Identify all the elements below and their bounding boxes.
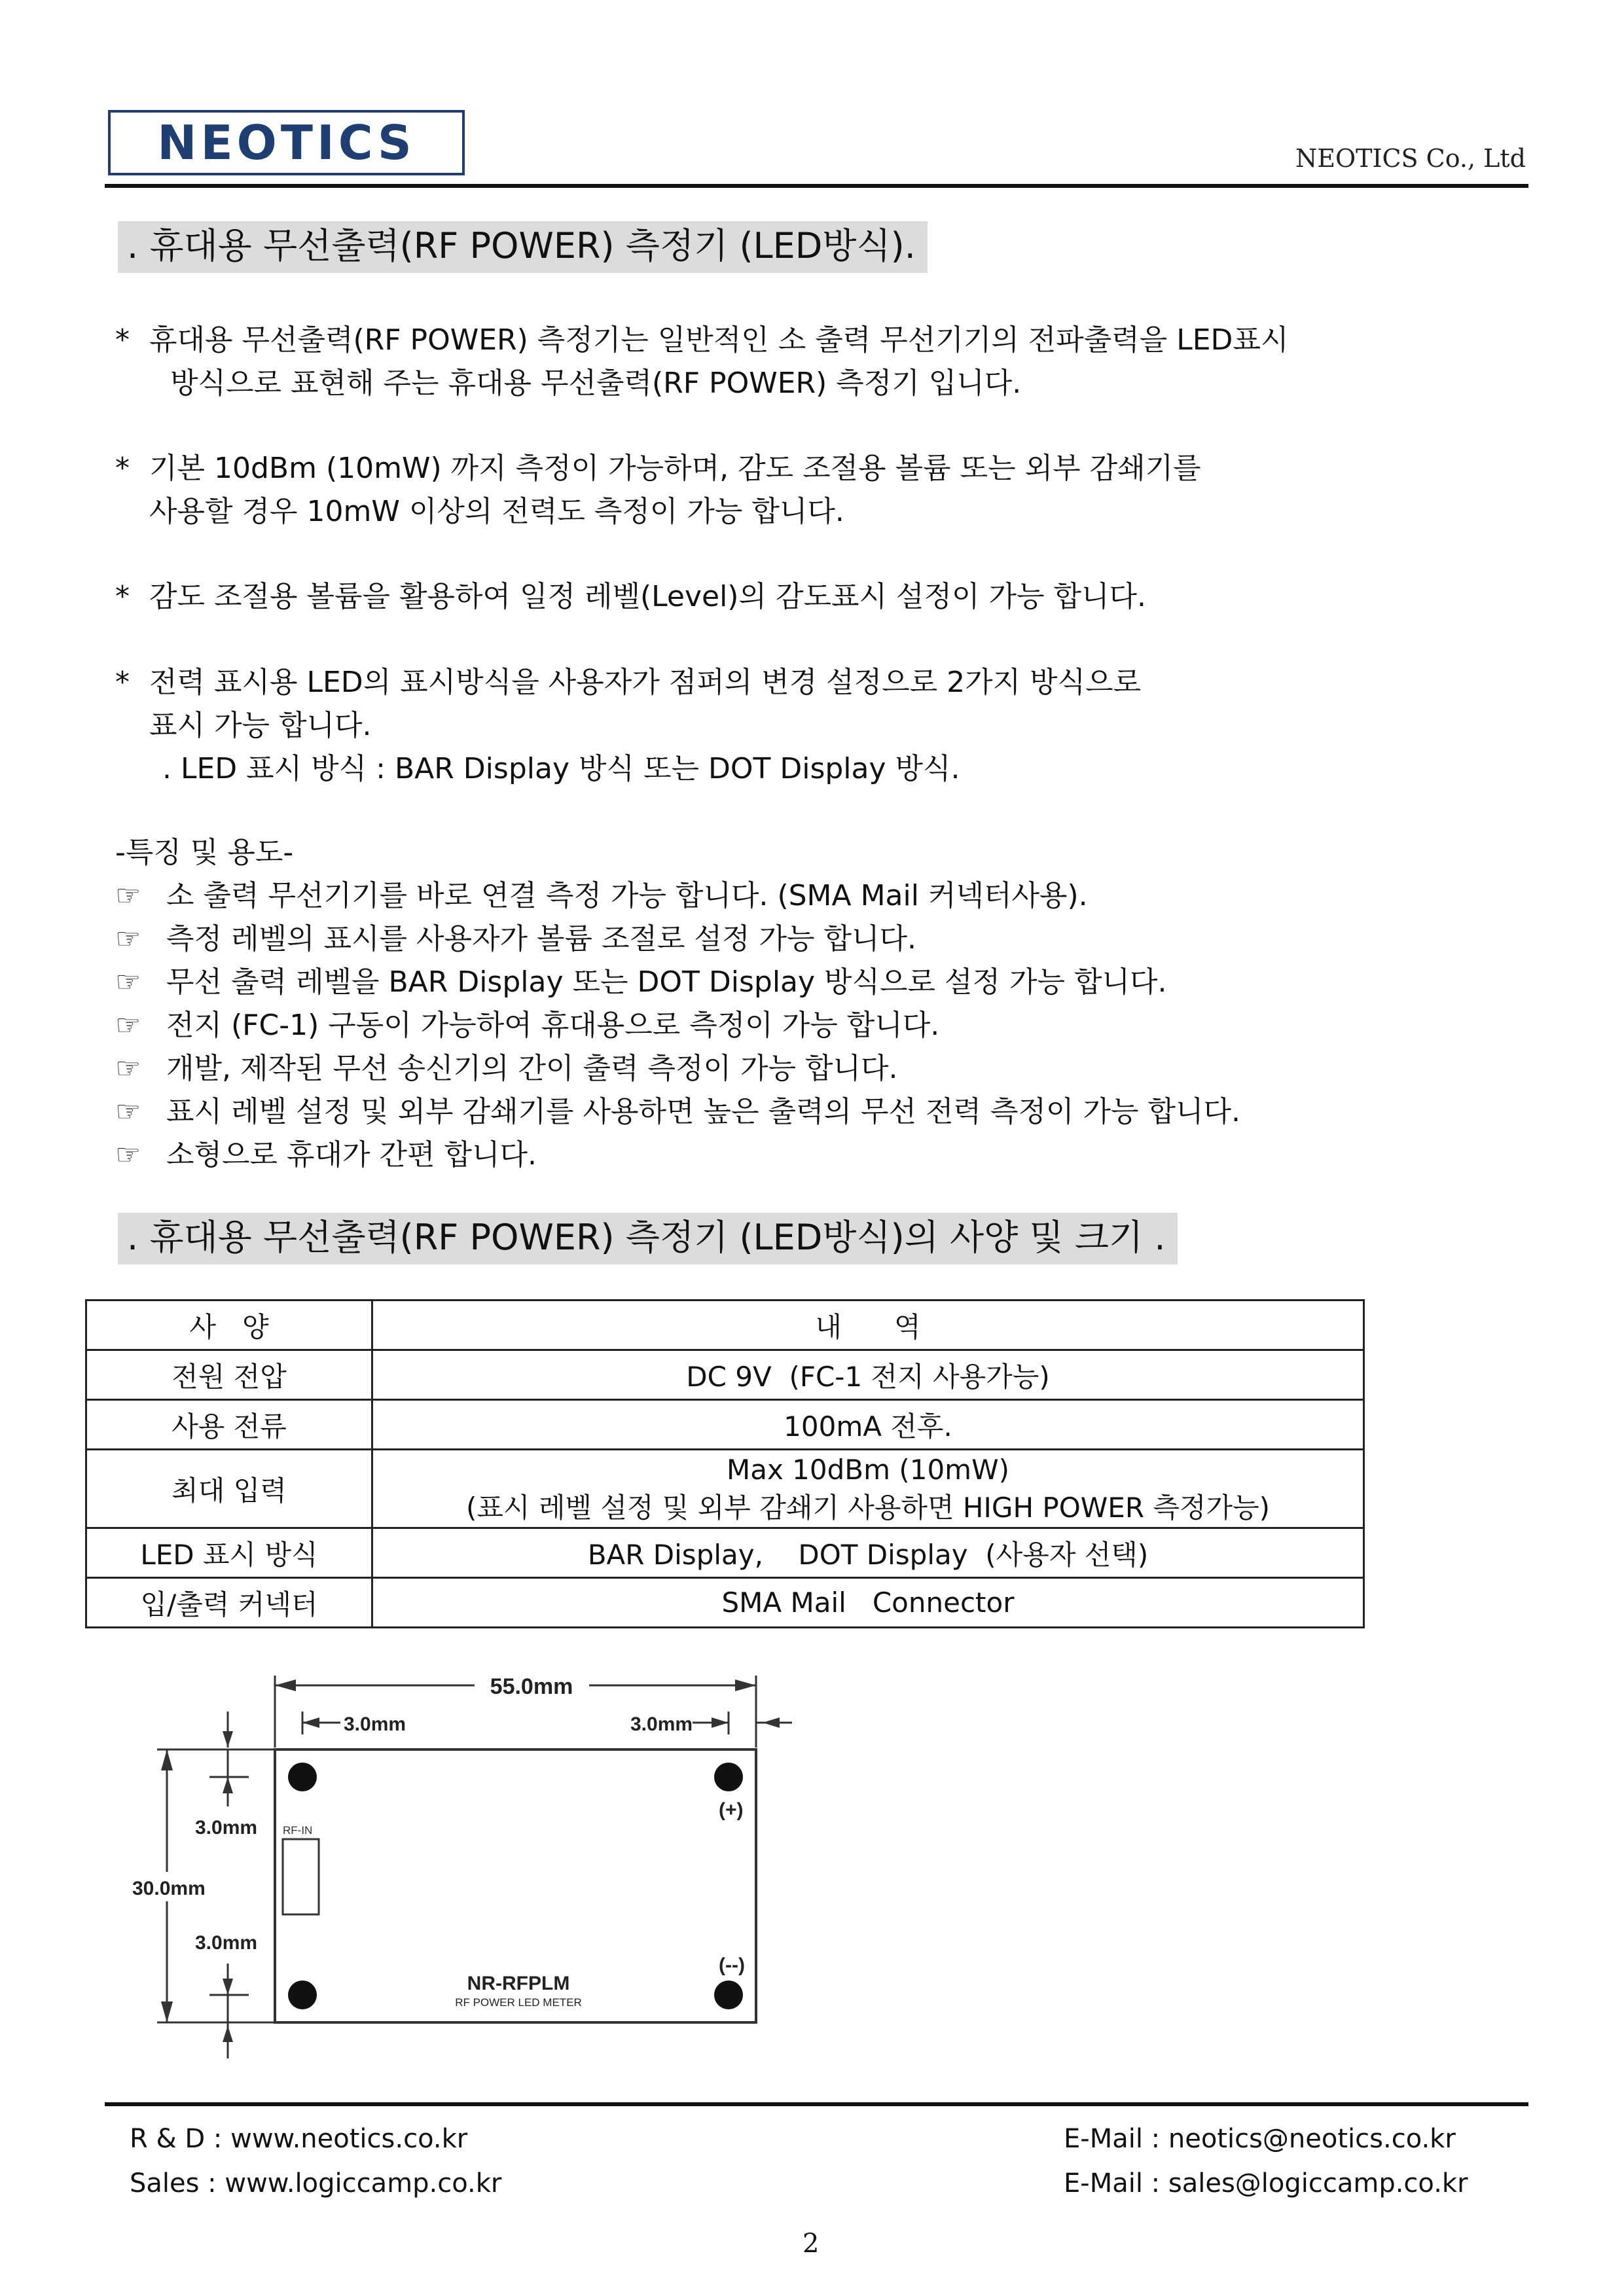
bullet-line: 방식으로 표현해 주는 휴대용 무선출력(RF POWER) 측정기 입니다. bbox=[170, 367, 1022, 400]
bullet-star: * bbox=[115, 323, 130, 357]
bullet-4 bbox=[115, 661, 1141, 791]
pointing-hand-icon: ☞ bbox=[115, 1095, 141, 1128]
table-header-row bbox=[86, 1300, 1364, 1350]
bullet-line: . LED 표시 방식 : BAR Display 방식 또는 DOT Display 방식. bbox=[162, 752, 960, 785]
spec-table bbox=[85, 1299, 1365, 1628]
spec-value-cell bbox=[372, 1450, 1364, 1528]
bullet-line: 휴대용 무선출력(RF POWER) 측정기는 일반적인 소 출력 무선기기의 전파출력을 LED표시 bbox=[149, 323, 1289, 357]
spec-value: SMA Mail Connector bbox=[372, 1578, 1364, 1628]
left-margin-label: 3.0mm bbox=[344, 1713, 406, 1735]
right-margin-label: 3.0mm bbox=[630, 1713, 693, 1735]
company-logo bbox=[108, 110, 465, 175]
neotics-email-link[interactable]: E-Mail : neotics@neotics.co.kr bbox=[1064, 2124, 1456, 2154]
page-number: 2 bbox=[803, 2229, 820, 2259]
arrow-left-icon bbox=[275, 1679, 296, 1691]
bottom-margin-label: 3.0mm bbox=[195, 1932, 258, 1954]
spec-label: 사용 전류 bbox=[86, 1400, 372, 1450]
arrow-up-icon bbox=[161, 1749, 173, 1770]
feature-item: 소 출력 무선기기를 바로 연결 측정 가능 합니다. (SMA Mail 커넥터사용). bbox=[166, 879, 1088, 912]
height-label: 30.0mm bbox=[132, 1878, 206, 1899]
features-heading: -특징 및 용도- bbox=[115, 836, 294, 869]
sales-email-link[interactable]: E-Mail : sales@logiccamp.co.kr bbox=[1064, 2168, 1468, 2198]
pointing-hand-icon: ☞ bbox=[115, 922, 141, 956]
spec-value: BAR Display, DOT Display (사용자 선택) bbox=[372, 1528, 1364, 1578]
table-header-cell: 사 양 bbox=[86, 1300, 372, 1350]
bullet-1 bbox=[115, 319, 1288, 405]
table-row bbox=[86, 1578, 1364, 1628]
table-header-cell: 내 역 bbox=[372, 1300, 1364, 1350]
logo-text: NEOTICS bbox=[157, 115, 416, 170]
feature-item: 측정 레벨의 표시를 사용자가 볼륨 조절로 설정 가능 합니다. bbox=[166, 922, 916, 956]
rf-in-label: RF-IN bbox=[283, 1824, 313, 1837]
table-row bbox=[86, 1350, 1364, 1400]
bullet-2 bbox=[115, 447, 1201, 533]
model-name: NR-RFPLM bbox=[467, 1973, 570, 1994]
footer-left bbox=[130, 2117, 501, 2206]
spec-label: 최대 입력 bbox=[86, 1450, 372, 1528]
company-name: NEOTICS Co., Ltd bbox=[1295, 144, 1526, 173]
table-row bbox=[86, 1528, 1364, 1578]
bullet-line: 표시 가능 합니다. bbox=[149, 709, 372, 742]
mounting-hole bbox=[288, 1981, 317, 2009]
pointing-hand-icon: ☞ bbox=[115, 965, 141, 999]
mounting-hole bbox=[288, 1763, 317, 1791]
arrow-down-icon bbox=[223, 1731, 233, 1748]
table-row bbox=[86, 1450, 1364, 1528]
spec-value: Max 10dBm (10mW) bbox=[726, 1453, 1010, 1486]
arrow-down-icon bbox=[161, 2001, 173, 2022]
arrow-up-icon bbox=[223, 2026, 233, 2042]
bullet-star: * bbox=[115, 666, 130, 699]
bullet-line: 기본 10dBm (10mW) 까지 측정이 가능하며, 감도 조절용 볼륨 또는 외부 감쇄기를 bbox=[149, 452, 1201, 485]
bullet-line: 사용할 경우 10mW 이상의 전력도 측정이 가능 합니다. bbox=[149, 495, 844, 528]
feature-item: 개발, 제작된 무선 송신기의 간이 출력 측정이 가능 합니다. bbox=[166, 1052, 898, 1085]
pointing-hand-icon: ☞ bbox=[115, 879, 141, 912]
bullet-star: * bbox=[115, 580, 130, 613]
footer-rule bbox=[105, 2102, 1528, 2106]
feature-item: 소형으로 휴대가 간편 합니다. bbox=[166, 1138, 537, 1172]
arrow-right-icon bbox=[735, 1679, 756, 1691]
pointing-hand-icon: ☞ bbox=[115, 1009, 141, 1042]
bullet-star: * bbox=[115, 452, 130, 485]
feature-item: 무선 출력 레벨을 BAR Display 또는 DOT Display 방식으로 설정 가능 합니다. bbox=[166, 965, 1167, 999]
mounting-hole bbox=[714, 1981, 743, 2009]
minus-label: (--) bbox=[719, 1954, 745, 1976]
section-title-2: . 휴대용 무선출력(RF POWER) 측정기 (LED방식)의 사양 및 크기 . bbox=[118, 1213, 1178, 1265]
spec-value: DC 9V (FC-1 전지 사용가능) bbox=[372, 1350, 1364, 1400]
section-title-1: . 휴대용 무선출력(RF POWER) 측정기 (LED방식). bbox=[118, 221, 928, 273]
dimension-drawing bbox=[118, 1656, 812, 2062]
pointing-hand-icon: ☞ bbox=[115, 1138, 141, 1172]
spec-label: LED 표시 방식 bbox=[86, 1528, 372, 1578]
arrow-left-icon bbox=[302, 1717, 319, 1728]
rf-in-connector bbox=[283, 1839, 319, 1914]
arrow-up-icon bbox=[223, 1777, 233, 1793]
spec-label: 전원 전압 bbox=[86, 1350, 372, 1400]
bullet-line: 전력 표시용 LED의 표시방식을 사용자가 점퍼의 변경 설정으로 2가지 방식으로 bbox=[149, 666, 1142, 699]
feature-item: 표시 레벨 설정 및 외부 감쇄기를 사용하면 높은 출력의 무선 전력 측정이 가능 합니다. bbox=[166, 1095, 1240, 1128]
width-label: 55.0mm bbox=[490, 1674, 573, 1699]
plus-label: (+) bbox=[719, 1799, 744, 1821]
spec-label: 입/출력 커넥터 bbox=[86, 1578, 372, 1628]
table-row bbox=[86, 1400, 1364, 1450]
spec-value-note: (표시 레벨 설정 및 외부 감쇄기 사용하면 HIGH POWER 측정가능) bbox=[465, 1491, 1271, 1524]
bullet-line: 감도 조절용 볼륨을 활용하여 일정 레벨(Level)의 감도표시 설정이 가능 합니다. bbox=[149, 580, 1146, 613]
feature-item: 전지 (FC-1) 구동이 가능하여 휴대용으로 측정이 가능 합니다. bbox=[166, 1009, 940, 1042]
sales-website-link[interactable]: Sales : www.logiccamp.co.kr bbox=[130, 2168, 502, 2198]
header-rule bbox=[105, 184, 1528, 188]
arrow-left-icon bbox=[763, 1717, 780, 1728]
features-list bbox=[115, 831, 1240, 1177]
pointing-hand-icon: ☞ bbox=[115, 1052, 141, 1085]
rd-website-link[interactable]: R & D : www.neotics.co.kr bbox=[130, 2124, 468, 2154]
mounting-hole bbox=[714, 1763, 743, 1791]
bullet-3 bbox=[115, 575, 1146, 619]
model-subtitle: RF POWER LED METER bbox=[455, 1996, 582, 2009]
footer-right bbox=[1064, 2117, 1468, 2206]
spec-value: 100mA 전후. bbox=[372, 1400, 1364, 1450]
top-margin-label: 3.0mm bbox=[195, 1817, 258, 1839]
arrow-right-icon bbox=[712, 1717, 729, 1728]
arrow-down-icon bbox=[223, 1979, 233, 1995]
